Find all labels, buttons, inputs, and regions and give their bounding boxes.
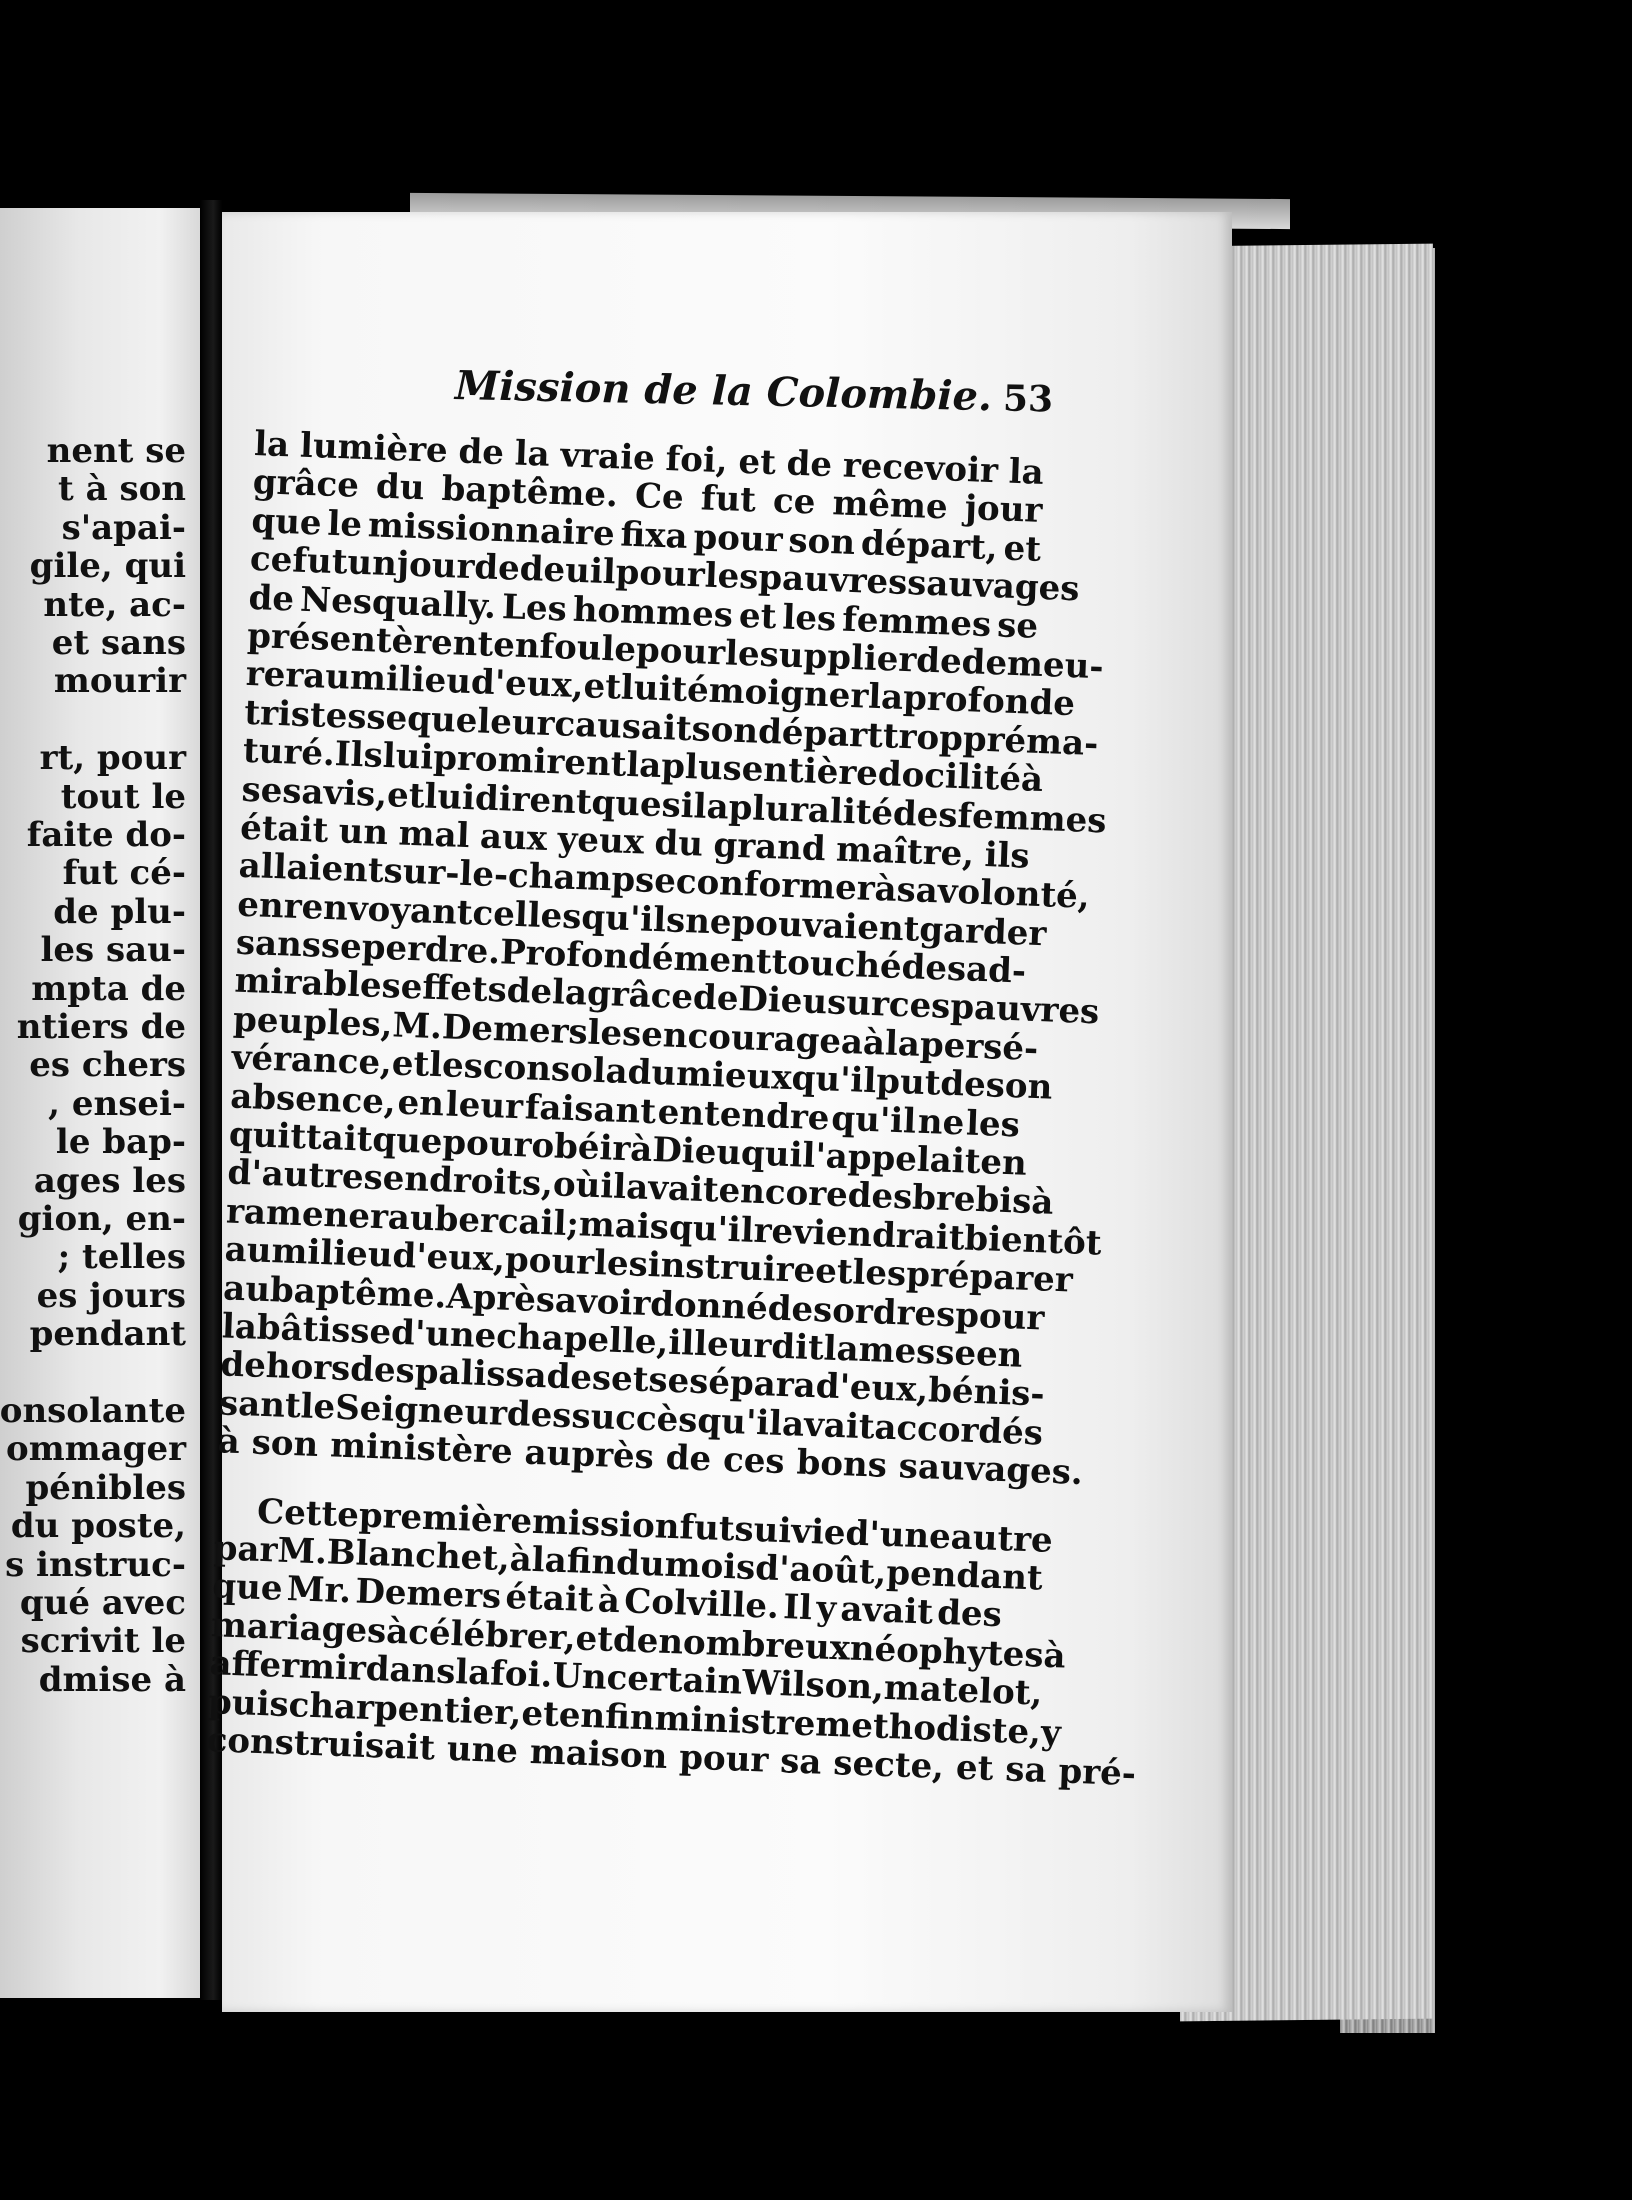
text-line: présentèrent en foule pour le supplier de demeu- <box>246 615 1105 688</box>
text-line: de Nesqually. Les hommes et les femmes se <box>247 577 1039 647</box>
text-line: construisait une maison pour sa secte, et sa pré- <box>206 1720 1137 1795</box>
left-page-line: du poste, <box>10 1506 186 1547</box>
left-page-line: tout le <box>60 776 186 817</box>
left-page-line: de plu- <box>53 891 186 932</box>
text-line: allaient sur-le-champ se conformer à sa volonté, <box>238 846 1091 918</box>
left-page-line: s'apai- <box>61 507 186 548</box>
left-facing-page <box>0 208 200 1998</box>
text-line: à son ministère auprès de ces bons sauvages. <box>216 1421 1084 1494</box>
left-page-line: , ensei- <box>48 1083 186 1124</box>
text-line: en renvoyant celles qu'ils ne pouvaient garder <box>236 884 1048 955</box>
left-page-line: pendant <box>29 1314 186 1355</box>
text-line: rer au milieu d'eux, et lui témoigner la profonde <box>245 654 1076 725</box>
left-page-line: nte, ac- <box>43 584 186 625</box>
left-page-line: les sau- <box>40 930 186 971</box>
left-page-line: t à son <box>58 469 186 510</box>
text-line: ses avis, et lui dirent que si la pluralité des femmes <box>240 769 1108 841</box>
text-line: ramener au bercail ; mais qu'il reviendrait bientôt <box>225 1191 1103 1264</box>
left-page-line: gion, en- <box>17 1199 186 1239</box>
left-page-line: nent se <box>46 431 186 471</box>
left-page-line: ; telles <box>57 1237 186 1278</box>
left-page-line: mpta de <box>31 968 186 1009</box>
body-text <box>206 424 1137 1795</box>
left-page-line: scrivit le <box>20 1621 186 1662</box>
left-page-line: le bap- <box>55 1122 186 1163</box>
text-line: mariages à célébrer, et de nombreux néophytes à <box>210 1604 1067 1677</box>
left-page-line: s instruc- <box>5 1544 186 1585</box>
text-line: grâce du baptême. Ce fut ce même jour <box>252 462 1044 532</box>
text-line: que le missionnaire fixa pour son départ, et <box>250 500 1042 570</box>
left-page-line: fut cé- <box>62 853 186 894</box>
text-line: au milieu d'eux, pour les instruire et les préparer <box>224 1229 1074 1301</box>
left-page-line: ages les <box>33 1160 186 1201</box>
running-head: Mission de la Colombie. <box>454 362 993 421</box>
left-page-line: et sans <box>51 623 186 663</box>
text-line: la lumière de la vraie foi, et de recevoir la <box>253 424 1045 493</box>
left-page-line: ommager <box>6 1429 186 1470</box>
text-line: absence, en leur faisant entendre qu'il ne les <box>229 1076 1021 1146</box>
text-line: mirables effets de la grâce de Dieu sur ces pauvres <box>233 961 1100 1033</box>
text-line: affermir dans la foi. Un certain Wilson, matelot, <box>208 1643 1044 1714</box>
text-line: la bâtisse d'une chapelle, il leur dit la messe en <box>221 1306 1024 1376</box>
text-line: d'autres endroits, où il avait encore des brebis à <box>226 1152 1055 1224</box>
left-page-line: rt, pour <box>39 738 186 779</box>
text-line: quittait que pour obéir à Dieu qui l'appelait en <box>228 1114 1028 1184</box>
text-line: était un mal aux yeux du grand maître, ils <box>239 807 1031 877</box>
text-line: dehors des palissades et se sépara d'eux, bénis- <box>219 1344 1046 1415</box>
text-line: sant le Seigneur des succès qu'il avait accordés <box>218 1383 1044 1454</box>
left-page-line: pénibles <box>25 1467 186 1508</box>
text-line: tristesse que leur causait son départ trop préma- <box>243 692 1100 764</box>
text-line: peuples, M. Demers les encouragea à la persé- <box>232 999 1039 1069</box>
left-page-line: gile, qui <box>29 546 186 587</box>
text-line: turé. Ils lui promirent la plus entière docilité à <box>242 730 1044 801</box>
left-page-line: mourir <box>53 661 186 702</box>
left-page-line: es jours <box>36 1275 186 1316</box>
left-page-line: qué avec <box>19 1583 186 1623</box>
page-number: 53 <box>1002 377 1054 421</box>
text-line: que Mr. Demers était à Colville. Il y avait des <box>211 1566 1003 1636</box>
left-page-line: onsolante <box>0 1391 186 1431</box>
text-line: ce fut un jour de deuil pour les pauvres sauvages <box>249 539 1081 610</box>
text-line: sans se perdre. Profondément touché des ad- <box>235 922 1027 992</box>
left-page-line: es chers <box>29 1045 186 1086</box>
left-page-line: faite do- <box>26 815 186 855</box>
left-page-line: ntiers de <box>16 1007 186 1047</box>
text-line: vérance, et les consola du mieux qu'il put de son <box>231 1037 1054 1108</box>
text-line: par M. Blanchet, à la fin du mois d'août, pendant <box>213 1528 1044 1599</box>
text-line: Cette première mission fut suivie d'une autre <box>256 1491 1054 1561</box>
text-line: puis charpentier, et enfin ministre methodiste, y <box>207 1681 1062 1753</box>
left-page-line: dmise à <box>38 1659 186 1700</box>
text-line: au baptême. Après avoir donné des ordres pour <box>222 1268 1046 1339</box>
